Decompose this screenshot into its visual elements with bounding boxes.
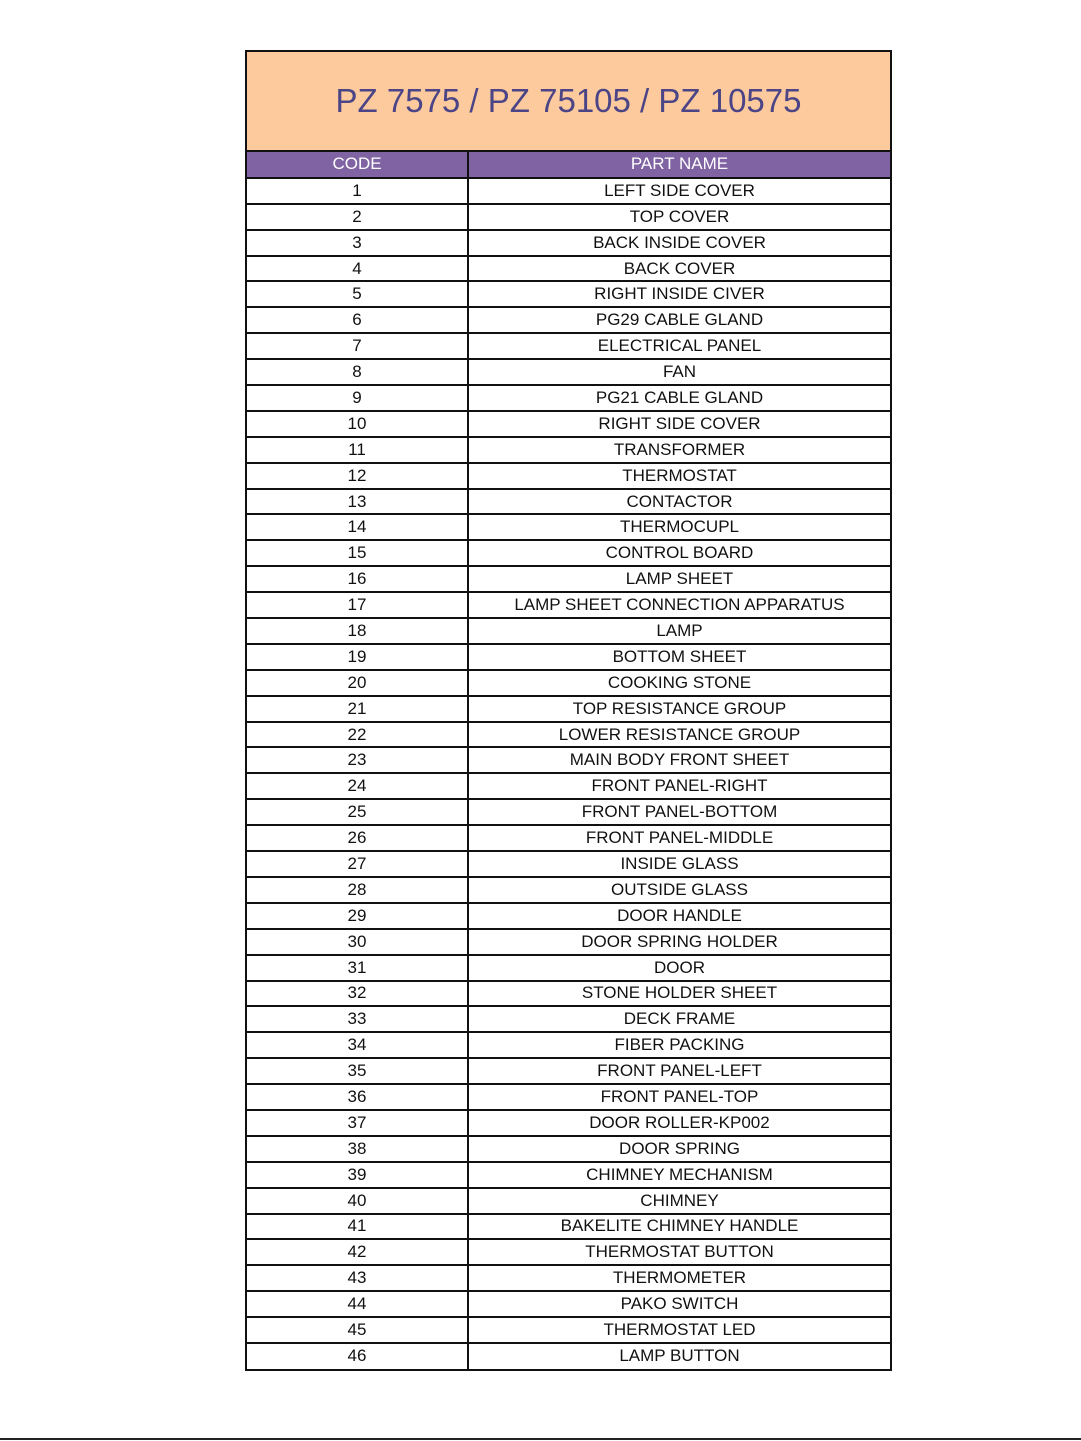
parts-table: [247, 152, 890, 1369]
part-name-cell: THERMOSTAT BUTTON: [468, 1239, 890, 1265]
table-row: [247, 670, 890, 696]
part-code-cell: 10: [247, 411, 468, 437]
part-name-cell: LEFT SIDE COVER: [468, 178, 890, 204]
table-row: [247, 333, 890, 359]
part-name-cell: RIGHT SIDE COVER: [468, 411, 890, 437]
part-name-cell: FRONT PANEL-LEFT: [468, 1058, 890, 1084]
table-row: [247, 489, 890, 515]
part-name-cell: FIBER PACKING: [468, 1032, 890, 1058]
part-code-cell: 19: [247, 644, 468, 670]
part-name-cell: LOWER RESISTANCE GROUP: [468, 722, 890, 748]
table-row: [247, 644, 890, 670]
table-row: [247, 1239, 890, 1265]
table-row: [247, 463, 890, 489]
part-name-cell: LAMP BUTTON: [619, 1346, 740, 1366]
part-code-cell: 12: [247, 463, 468, 489]
part-name-cell: CONTACTOR: [468, 489, 890, 515]
table-row: [247, 1214, 890, 1240]
table-row: [247, 1084, 890, 1110]
part-name-cell: THERMOSTAT: [468, 463, 890, 489]
part-code-cell: 45: [247, 1317, 468, 1343]
table-row: [247, 540, 890, 566]
part-code-cell: 24: [247, 773, 468, 799]
part-name-cell: RIGHT INSIDE CIVER: [468, 281, 890, 307]
table-row: [247, 696, 890, 722]
part-name-cell: INSIDE GLASS: [468, 851, 890, 877]
part-name-cell: DOOR SPRING: [468, 1136, 890, 1162]
part-code-cell: 20: [247, 670, 468, 696]
part-code-cell: 31: [247, 955, 468, 981]
table-row: [247, 903, 890, 929]
part-code-cell: 39: [247, 1162, 468, 1188]
document-title: PZ 7575 / PZ 75105 / PZ 10575: [335, 82, 802, 119]
table-row: [247, 1317, 890, 1343]
part-name-cell: DOOR HANDLE: [468, 903, 890, 929]
table-row: [247, 877, 890, 903]
part-code-cell: 33: [247, 1006, 468, 1032]
part-name-cell: FRONT PANEL-TOP: [468, 1084, 890, 1110]
table-row: [247, 1162, 890, 1188]
part-code-cell: 42: [247, 1239, 468, 1265]
part-code-cell: 15: [247, 540, 468, 566]
part-code-cell: 6: [247, 307, 468, 333]
part-code-cell: 30: [247, 929, 468, 955]
part-code-cell: 35: [247, 1058, 468, 1084]
table-row: [247, 592, 890, 618]
part-name-cell: DOOR: [468, 955, 890, 981]
part-name-cell: LAMP SHEET: [468, 566, 890, 592]
part-name-cell: FAN: [468, 359, 890, 385]
table-row: [247, 1188, 890, 1214]
table-row: [247, 307, 890, 333]
part-name-cell: FRONT PANEL-MIDDLE: [468, 825, 890, 851]
part-name-cell: TRANSFORMER: [468, 437, 890, 463]
part-code-cell: 11: [247, 437, 468, 463]
page-bottom-divider: [0, 1438, 1081, 1440]
column-header-part-name: PART NAME: [468, 152, 890, 178]
table-row: [247, 281, 890, 307]
table-row: [247, 955, 890, 981]
table-row: [247, 773, 890, 799]
part-code-cell: 29: [247, 903, 468, 929]
part-code-cell: 32: [247, 981, 468, 1007]
part-name-cell: CHIMNEY MECHANISM: [468, 1162, 890, 1188]
table-row: [247, 1032, 890, 1058]
part-name-cell: BACK INSIDE COVER: [468, 230, 890, 256]
part-name-cell: TOP COVER: [468, 204, 890, 230]
table-row: [247, 1265, 890, 1291]
part-name-cell: DOOR SPRING HOLDER: [468, 929, 890, 955]
table-row: [247, 851, 890, 877]
part-name-cell: BAKELITE CHIMNEY HANDLE: [468, 1214, 890, 1240]
part-name-cell: LAMP SHEET CONNECTION APPARATUS: [468, 592, 890, 618]
column-header-code: CODE: [247, 152, 468, 178]
part-name-cell: ELECTRICAL PANEL: [468, 333, 890, 359]
table-row: [247, 1136, 890, 1162]
part-code-cell: 46: [247, 1343, 468, 1369]
table-row: [247, 566, 890, 592]
part-code-cell: 28: [247, 877, 468, 903]
part-code-cell: 8: [247, 359, 468, 385]
parts-list-sheet: [245, 50, 892, 1371]
table-row: [247, 204, 890, 230]
part-code-cell: 23: [247, 747, 468, 773]
part-name-cell: THERMOSTAT LED: [468, 1317, 890, 1343]
table-row: [247, 385, 890, 411]
part-code-cell: 44: [247, 1291, 468, 1317]
table-row: [247, 359, 890, 385]
part-name-cell: CHIMNEY: [468, 1188, 890, 1214]
part-code-cell: 7: [247, 333, 468, 359]
part-name-cell: CONTROL BOARD: [468, 540, 890, 566]
part-code-cell: 40: [247, 1188, 468, 1214]
table-row: [247, 799, 890, 825]
table-row: [247, 437, 890, 463]
table-header-row: [247, 152, 890, 178]
table-row: [247, 178, 890, 204]
part-name-cell: PG21 CABLE GLAND: [468, 385, 890, 411]
part-code-cell: 13: [247, 489, 468, 515]
parts-table-body: [247, 178, 890, 1369]
table-row: [247, 230, 890, 256]
part-name-cell: FRONT PANEL-BOTTOM: [468, 799, 890, 825]
part-name-cell: DECK FRAME: [468, 1006, 890, 1032]
table-row: [247, 722, 890, 748]
table-row: [247, 1110, 890, 1136]
part-name-cell: THERMOCUPL: [468, 514, 890, 540]
table-row: [247, 1291, 890, 1317]
part-name-cell: FRONT PANEL-RIGHT: [468, 773, 890, 799]
table-row: [247, 929, 890, 955]
part-code-cell: 9: [247, 385, 468, 411]
part-name-cell: BACK COVER: [468, 256, 890, 282]
part-name-cell: TOP RESISTANCE GROUP: [468, 696, 890, 722]
title-band: [247, 52, 890, 152]
part-code-cell: 1: [247, 178, 468, 204]
part-code-cell: 14: [247, 514, 468, 540]
part-code-cell: 37: [247, 1110, 468, 1136]
table-row: [247, 1058, 890, 1084]
part-name-cell: THERMOMETER: [468, 1265, 890, 1291]
part-name-cell: BOTTOM SHEET: [468, 644, 890, 670]
table-row: [247, 825, 890, 851]
table-row: [247, 1006, 890, 1032]
part-code-cell: 34: [247, 1032, 468, 1058]
table-row: [247, 618, 890, 644]
part-name-cell: MAIN BODY FRONT SHEET: [468, 747, 890, 773]
part-code-cell: 27: [247, 851, 468, 877]
part-code-cell: 22: [247, 722, 468, 748]
table-row: [247, 256, 890, 282]
part-code-cell: 36: [247, 1084, 468, 1110]
table-row: [247, 1343, 890, 1369]
part-code-cell: 3: [247, 230, 468, 256]
part-code-cell: 16: [247, 566, 468, 592]
part-name-cell: STONE HOLDER SHEET: [468, 981, 890, 1007]
table-row: [247, 981, 890, 1007]
part-code-cell: 41: [247, 1214, 468, 1240]
part-code-cell: 2: [247, 204, 468, 230]
part-name-cell: COOKING STONE: [468, 670, 890, 696]
part-name-cell: OUTSIDE GLASS: [468, 877, 890, 903]
part-name-cell: PG29 CABLE GLAND: [468, 307, 890, 333]
part-code-cell: 17: [247, 592, 468, 618]
part-code-cell: 26: [247, 825, 468, 851]
part-name-cell: DOOR ROLLER-KP002: [468, 1110, 890, 1136]
table-row: [247, 747, 890, 773]
part-code-cell: 25: [247, 799, 468, 825]
part-code-cell: 4: [247, 256, 468, 282]
table-row: [247, 514, 890, 540]
part-code-cell: 38: [247, 1136, 468, 1162]
part-code-cell: 21: [247, 696, 468, 722]
part-code-cell: 18: [247, 618, 468, 644]
table-row: [247, 411, 890, 437]
part-name-cell: LAMP: [468, 618, 890, 644]
part-code-cell: 5: [247, 281, 468, 307]
part-name-cell: PAKO SWITCH: [468, 1291, 890, 1317]
part-code-cell: 43: [247, 1265, 468, 1291]
